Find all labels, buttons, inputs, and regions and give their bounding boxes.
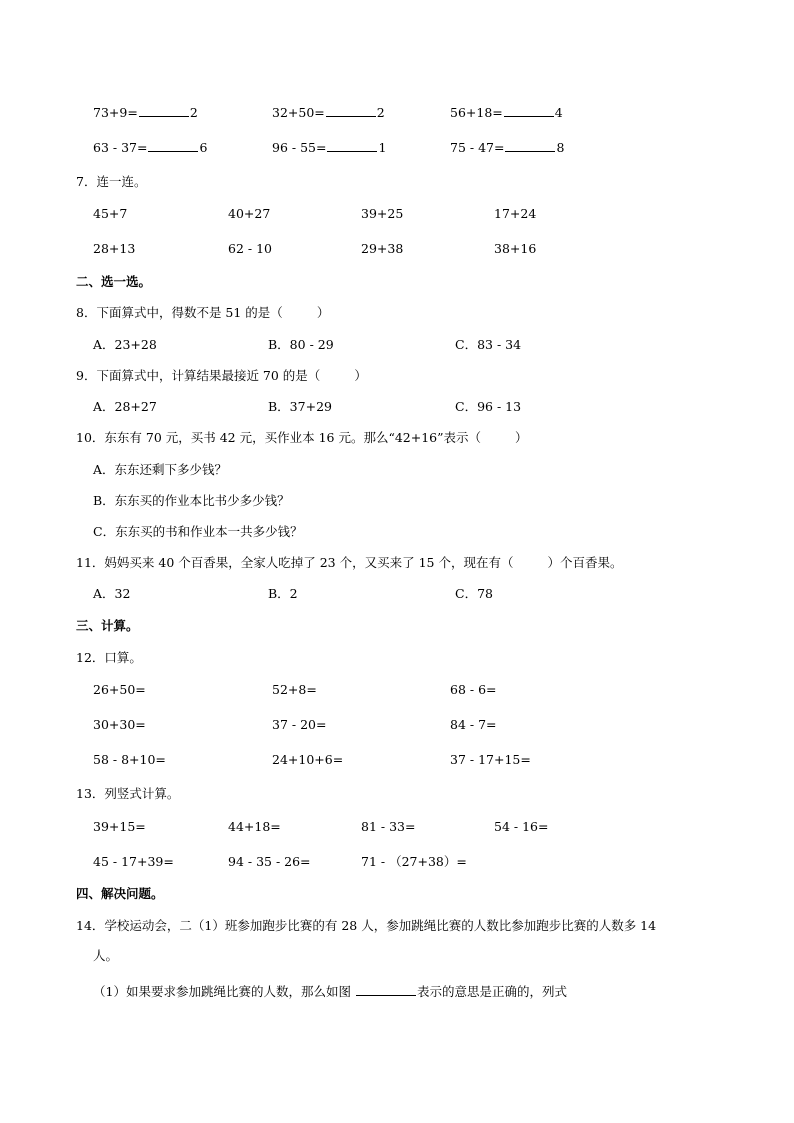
- answer-blank[interactable]: [139, 104, 189, 117]
- match-item[interactable]: 62 - 10: [228, 241, 272, 256]
- mental-calc-item: 24+10+6=: [272, 752, 344, 767]
- option-b[interactable]: B．80 - 29: [268, 337, 334, 352]
- match-item[interactable]: 28+13: [93, 241, 136, 256]
- question-13-title: 13．列竖式计算。: [76, 786, 180, 801]
- option-c[interactable]: C．东东买的书和作业本一共多少钱？: [93, 524, 303, 539]
- mental-calc-item: 37 - 20=: [272, 717, 327, 732]
- mental-calc-item: 68 - 6=: [450, 682, 497, 697]
- question-14-part-1: （1）如果要求参加跳绳比赛的人数，那么如图 表示的意思是正确的，列式: [93, 984, 567, 999]
- fill-item-6: 75 - 47= 8: [450, 140, 565, 155]
- match-item[interactable]: 45+7: [93, 206, 128, 221]
- vertical-calc-item: 45 - 17+39=: [93, 854, 174, 869]
- option-b[interactable]: B．37+29: [268, 399, 332, 414]
- match-item[interactable]: 38+16: [494, 241, 537, 256]
- section-3-heading: 三、计算。: [76, 618, 139, 633]
- fill-item-3: 56+18= 4: [450, 105, 563, 120]
- question-12-title: 12．口算。: [76, 650, 142, 665]
- vertical-calc-item: 44+18=: [228, 819, 281, 834]
- fill-item-4: 63 - 37= 6: [93, 140, 208, 155]
- option-c[interactable]: C．96 - 13: [455, 399, 522, 414]
- answer-blank[interactable]: [505, 139, 555, 152]
- answer-blank[interactable]: [327, 139, 377, 152]
- mental-calc-item: 58 - 8+10=: [93, 752, 166, 767]
- question-7-title: 7．连一连。: [76, 174, 147, 189]
- answer-blank[interactable]: [356, 983, 416, 996]
- vertical-calc-item: 81 - 33=: [361, 819, 416, 834]
- match-item[interactable]: 39+25: [361, 206, 404, 221]
- mental-calc-item: 26+50=: [93, 682, 146, 697]
- match-item[interactable]: 29+38: [361, 241, 404, 256]
- question-8-stem: 8．下面算式中，得数不是 51 的是（ ）: [76, 305, 330, 320]
- mental-calc-item: 37 - 17+15=: [450, 752, 531, 767]
- question-11-stem: 11．妈妈买来 40 个百香果，全家人吃掉了 23 个，又买来了 15 个，现在有（ ）个百香果。: [76, 555, 623, 570]
- option-b[interactable]: B．2: [268, 586, 298, 601]
- answer-blank[interactable]: [326, 104, 376, 117]
- option-a[interactable]: A．28+27: [93, 399, 157, 414]
- option-c[interactable]: C．83 - 34: [455, 337, 522, 352]
- mental-calc-item: 52+8=: [272, 682, 317, 697]
- fill-item-2: 32+50= 2: [272, 105, 385, 120]
- vertical-calc-item: 71 - （27+38）=: [361, 854, 467, 869]
- option-a[interactable]: A．32: [93, 586, 131, 601]
- option-a[interactable]: A．东东还剩下多少钱？: [93, 462, 228, 477]
- vertical-calc-item: 39+15=: [93, 819, 146, 834]
- mental-calc-item: 30+30=: [93, 717, 146, 732]
- section-4-heading: 四、解决问题。: [76, 886, 164, 901]
- question-10-stem: 10．东东有 70 元，买书 42 元，买作业本 16 元。那么“42+16”表示（ ）: [76, 430, 528, 445]
- option-b[interactable]: B．东东买的作业本比书少多少钱？: [93, 493, 290, 508]
- match-item[interactable]: 17+24: [494, 206, 537, 221]
- answer-blank[interactable]: [148, 139, 198, 152]
- option-c[interactable]: C．78: [455, 586, 493, 601]
- answer-blank[interactable]: [504, 104, 554, 117]
- match-item[interactable]: 40+27: [228, 206, 271, 221]
- vertical-calc-item: 54 - 16=: [494, 819, 549, 834]
- question-9-stem: 9．下面算式中，计算结果最接近 70 的是（ ）: [76, 368, 367, 383]
- question-14-stem-cont: 人。: [93, 948, 119, 963]
- fill-item-5: 96 - 55= 1: [272, 140, 387, 155]
- fill-item-1: 73+9= 2: [93, 105, 198, 120]
- vertical-calc-item: 94 - 35 - 26=: [228, 854, 311, 869]
- section-2-heading: 二、选一选。: [76, 274, 152, 289]
- option-a[interactable]: A．23+28: [93, 337, 157, 352]
- question-14-stem: 14．学校运动会，二（1）班参加跑步比赛的有 28 人，参加跳绳比赛的人数比参加跑步比赛的人数多 14: [76, 918, 657, 933]
- mental-calc-item: 84 - 7=: [450, 717, 497, 732]
